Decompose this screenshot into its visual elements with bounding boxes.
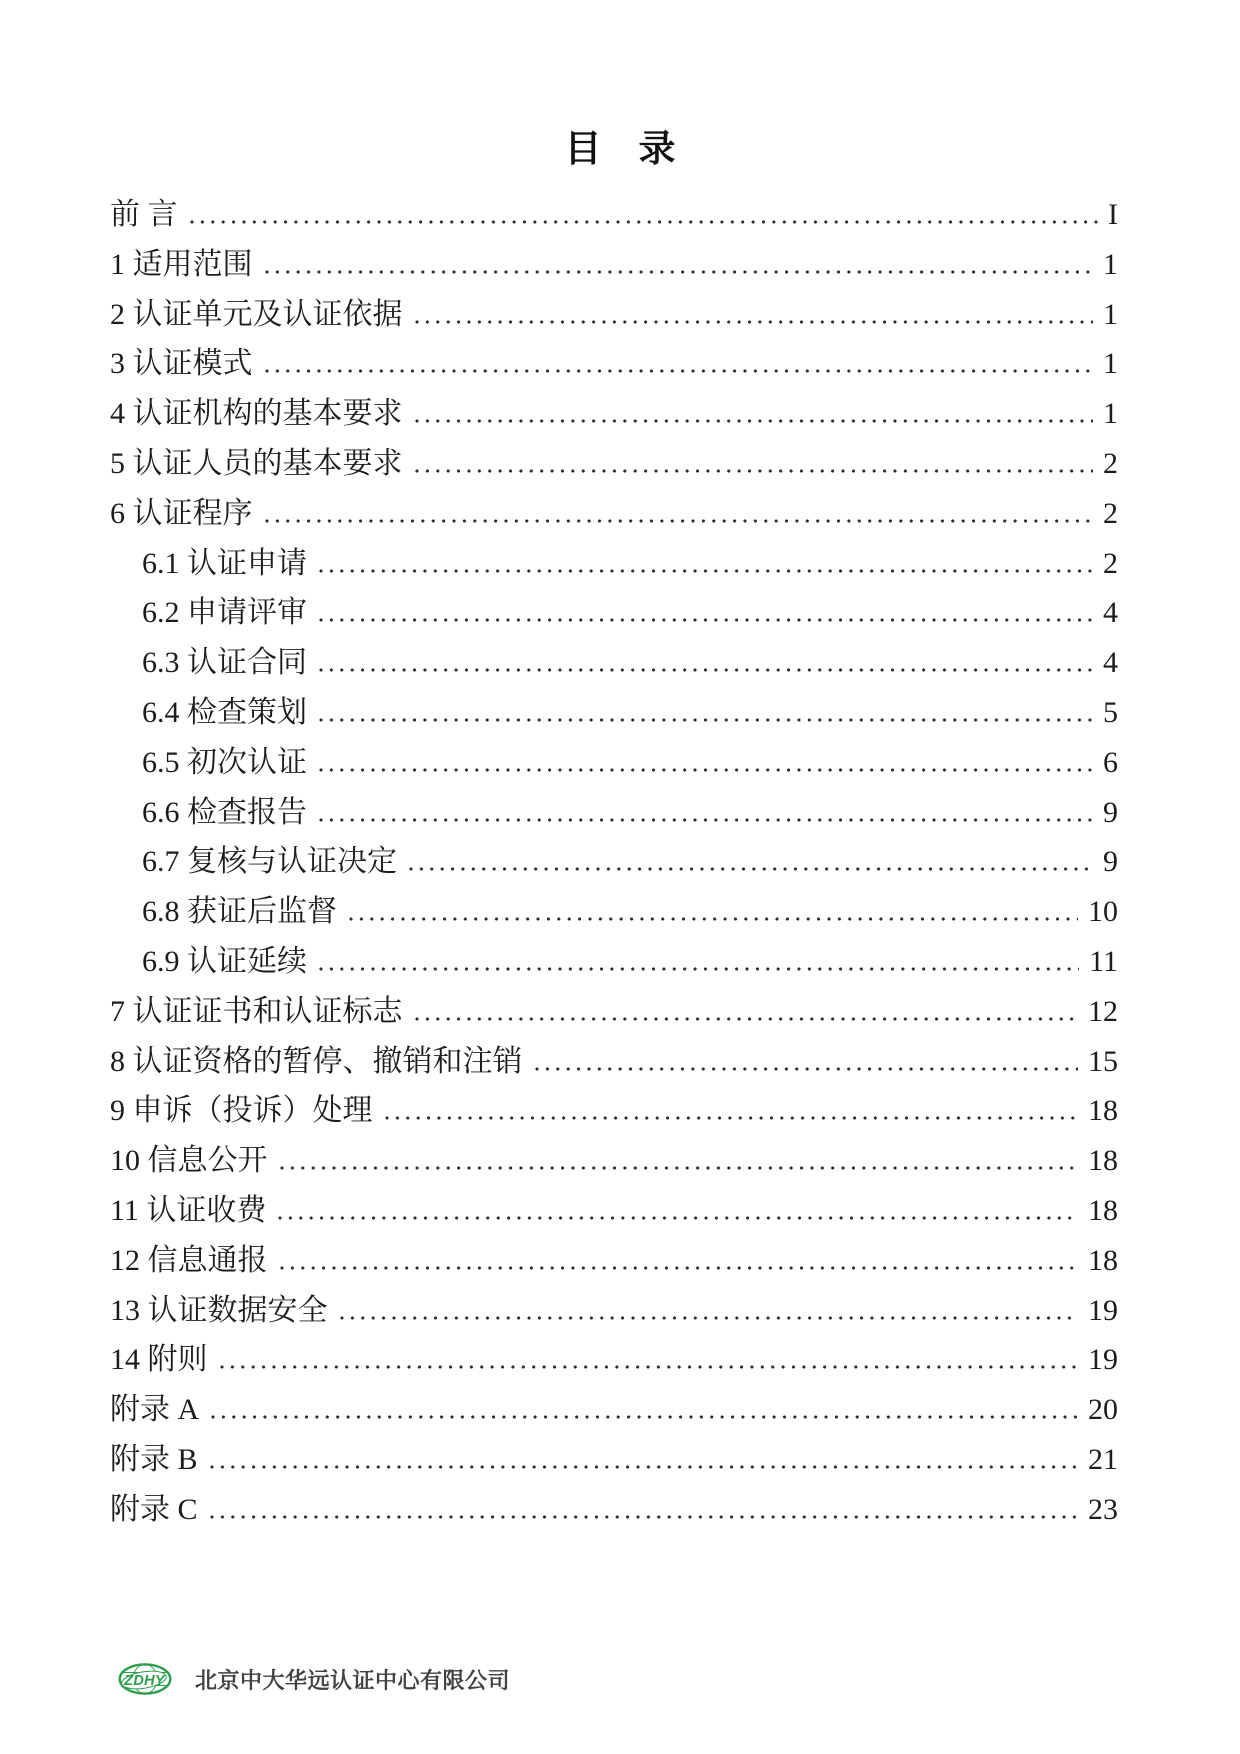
toc-entry-label: 6.4 检查策划	[142, 695, 307, 729]
dot-leader	[409, 867, 1093, 871]
toc-entry-label: 1 适用范围	[110, 247, 253, 281]
company-name: 北京中大华远认证中心有限公司	[195, 1667, 511, 1693]
toc-entry-page: 4	[1103, 596, 1118, 630]
toc-entry-page: 9	[1103, 845, 1118, 879]
toc-entry-page: 9	[1103, 795, 1118, 829]
toc-entry-label: 2 认证单元及认证依据	[110, 297, 403, 331]
toc-entry	[110, 1435, 1118, 1485]
dot-leader	[535, 1067, 1079, 1071]
toc-entry	[110, 937, 1118, 987]
toc-entry-label: 5 认证人员的基本要求	[110, 446, 403, 480]
toc-entry	[110, 190, 1118, 240]
toc-entry-page: 4	[1103, 646, 1118, 680]
toc-entry	[110, 389, 1118, 439]
toc-entry-page: 19	[1088, 1343, 1118, 1377]
toc-entry-label: 10 信息公开	[110, 1144, 268, 1178]
dot-leader	[265, 270, 1094, 274]
toc-entry	[110, 339, 1118, 389]
toc-entry	[110, 1086, 1118, 1136]
toc-entry-page: 1	[1103, 347, 1118, 381]
toc-entry	[110, 1037, 1118, 1087]
toc-entry-page: 19	[1088, 1293, 1118, 1327]
toc-entry	[110, 1385, 1118, 1435]
dot-leader	[210, 1465, 1078, 1469]
toc-entry-label: 6 认证程序	[110, 496, 253, 530]
toc-entry-page: 2	[1103, 546, 1118, 580]
toc-entry	[110, 1485, 1118, 1535]
dot-leader	[385, 1116, 1079, 1120]
toc-entry-page: 2	[1103, 496, 1118, 530]
dot-leader	[319, 668, 1093, 672]
toc-entry-page: 1	[1103, 247, 1118, 281]
toc-entry-label: 8 认证资格的暂停、撤销和注销	[110, 1044, 523, 1078]
dot-leader	[220, 1365, 1079, 1369]
toc-entry-page: 6	[1103, 745, 1118, 779]
toc-entry	[110, 1286, 1118, 1336]
toc-entry	[110, 489, 1118, 539]
dot-leader	[319, 967, 1079, 971]
toc-entry-page: 15	[1088, 1044, 1118, 1078]
toc-entry-label: 附录 C	[110, 1492, 198, 1526]
dot-leader	[349, 917, 1078, 921]
toc-entry-label: 附录 A	[110, 1393, 200, 1427]
toc-entry	[110, 887, 1118, 937]
toc-entry	[110, 588, 1118, 638]
toc-entry-label: 前 言	[110, 198, 178, 231]
toc-entry	[110, 539, 1118, 589]
dot-leader	[415, 419, 1094, 423]
toc-entry-label: 6.3 认证合同	[142, 646, 307, 680]
dot-leader	[280, 1166, 1079, 1170]
toc-entry-label: 9 申诉（投诉）处理	[110, 1094, 373, 1128]
toc-entry-page: 1	[1103, 397, 1118, 431]
toc-entry-page: 18	[1088, 1193, 1118, 1227]
dot-leader	[278, 1216, 1078, 1220]
toc-entry-page: 11	[1089, 944, 1118, 978]
toc-entry	[110, 240, 1118, 290]
toc-entry-label: 附录 B	[110, 1442, 198, 1476]
toc-entry-page: I	[1108, 198, 1118, 231]
dot-leader	[415, 320, 1094, 324]
dot-leader	[210, 1515, 1078, 1519]
dot-leader	[265, 369, 1094, 373]
toc-entry-label: 7 认证证书和认证标志	[110, 994, 403, 1028]
toc-entry	[110, 1236, 1118, 1286]
toc-entry-label: 14 附则	[110, 1343, 208, 1377]
toc-entry-page: 20	[1088, 1393, 1118, 1427]
toc-entry-label: 6.7 复核与认证决定	[142, 845, 397, 879]
toc-entry	[110, 1186, 1118, 1236]
toc-entry-label: 13 认证数据安全	[110, 1293, 328, 1327]
toc-entry-label: 6.9 认证延续	[142, 944, 307, 978]
dot-leader	[265, 519, 1094, 523]
dot-leader	[319, 768, 1093, 772]
toc-entry-label: 11 认证收费	[110, 1193, 267, 1227]
table-of-contents	[110, 190, 1118, 1535]
toc-entry	[110, 837, 1118, 887]
toc-entry	[110, 439, 1118, 489]
toc-entry-label: 6.6 检查报告	[142, 795, 307, 829]
dot-leader	[415, 1017, 1079, 1021]
toc-entry	[110, 290, 1118, 340]
dot-leader	[340, 1316, 1079, 1320]
toc-entry-label: 6.2 申请评审	[142, 596, 307, 630]
toc-entry	[110, 638, 1118, 688]
dot-leader	[211, 1415, 1078, 1419]
toc-entry	[110, 1136, 1118, 1186]
toc-entry	[110, 987, 1118, 1037]
toc-entry-page: 10	[1088, 895, 1118, 929]
dot-leader	[415, 469, 1094, 473]
dot-leader	[319, 618, 1093, 622]
toc-entry-page: 2	[1103, 446, 1118, 480]
dot-leader	[190, 220, 1099, 224]
dot-leader	[319, 718, 1093, 722]
toc-entry-page: 18	[1088, 1144, 1118, 1178]
logo-text: ZDHY	[124, 1672, 165, 1689]
toc-entry-page: 23	[1088, 1492, 1118, 1526]
dot-leader	[319, 818, 1093, 822]
toc-entry-page: 1	[1103, 297, 1118, 331]
page-footer	[117, 1660, 510, 1698]
toc-entry-label: 12 信息通报	[110, 1243, 268, 1277]
toc-entry-label: 6.5 初次认证	[142, 745, 307, 779]
toc-entry-label: 4 认证机构的基本要求	[110, 397, 403, 431]
dot-leader	[280, 1266, 1079, 1270]
toc-entry-label: 3 认证模式	[110, 347, 253, 381]
toc-entry	[110, 688, 1118, 738]
toc-entry-label: 6.1 认证申请	[142, 546, 307, 580]
zdhy-logo-icon	[117, 1660, 173, 1698]
toc-entry	[110, 738, 1118, 788]
dot-leader	[319, 569, 1093, 573]
toc-entry	[110, 788, 1118, 838]
toc-entry-page: 5	[1103, 695, 1118, 729]
toc-entry-page: 21	[1088, 1442, 1118, 1476]
page-title: 目 录	[564, 129, 676, 170]
toc-entry-page: 12	[1088, 994, 1118, 1028]
toc-entry-page: 18	[1088, 1094, 1118, 1128]
toc-entry	[110, 1335, 1118, 1385]
toc-entry-page: 18	[1088, 1243, 1118, 1277]
toc-entry-label: 6.8 获证后监督	[142, 895, 337, 929]
